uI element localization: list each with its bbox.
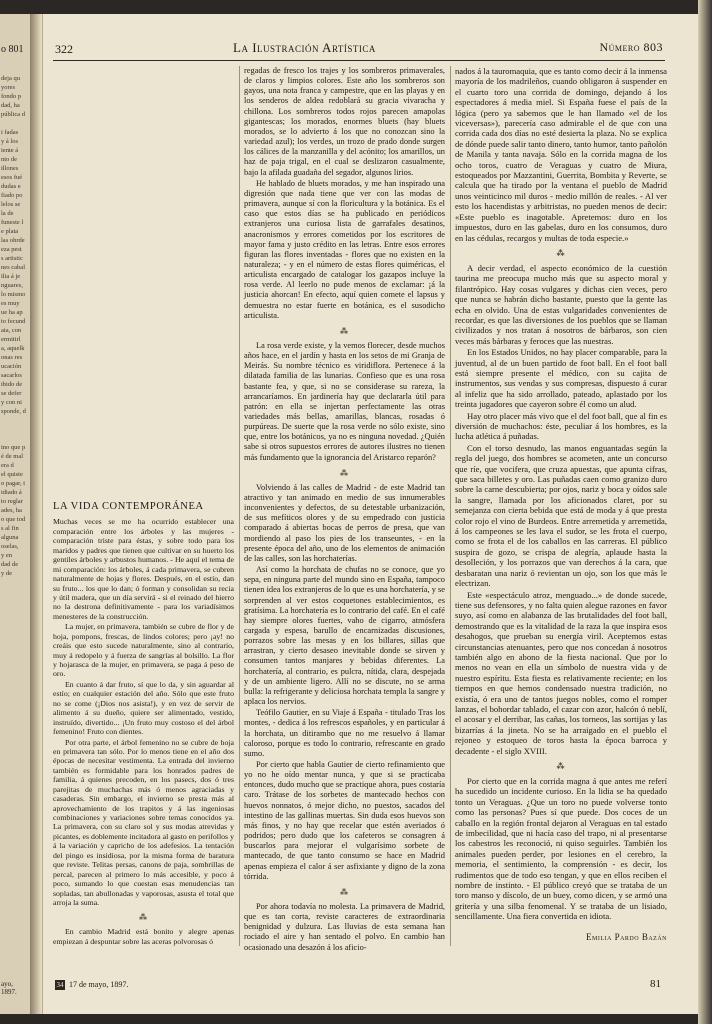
left-page-line: y en bbox=[1, 552, 13, 559]
left-page-line: dad de bbox=[1, 561, 19, 568]
article-paragraph: La mujer, en primavera, también se cubre de flor y de hoja, pompons, frescas, de lindos colores; pero ¡ay! no creáis que esto sucede naturalmente, sino al contrario, muy á redopelo y á fuerza de sangrías al bolsillo. La flor y hojarasca de la mujer, en primavera, se paga á peso de oro. bbox=[53, 622, 234, 679]
article-paragraph: La rosa verde existe, y la vemos florecer, desde muchos años hace, en el jardín y hasta en los setos de mi Granja de Meirás. Su nombre técnico es viridiflora. Pertenece á la dilatada familia de las lunarias. Confieso que es una rosa bastante fea, y que, si no se considerase su rareza, la arrancaríamos. En jardinería hay que declararla útil para patrón: en ella se injertan perfectamente las otras variedades más bellas, amarillas, blancas, rosadas ó purpúreas. De suerte que la rosa verde no sólo existe, sino que, entre los botánicos, ya no es ninguna novedad. ¿Quién sabe si otros supuestos errores de autores ilustres no tienen más fundamento que la ignorancia del Aristarco reparón? bbox=[244, 340, 445, 462]
left-page-line: illones bbox=[1, 165, 19, 172]
left-page-line: fiado po bbox=[1, 192, 23, 199]
footer-box-number: 34 bbox=[56, 981, 64, 989]
asterism-separator: ⁂ bbox=[556, 248, 566, 258]
left-page-line: dad, ha bbox=[1, 102, 20, 109]
footer-date: 17 de mayo, 1897. bbox=[69, 980, 129, 989]
left-page-line: es muy bbox=[1, 300, 20, 307]
column-2 bbox=[244, 66, 445, 953]
left-page-line: deja qu bbox=[1, 75, 20, 82]
left-page-line: pública d bbox=[1, 111, 26, 118]
left-page-line: i fadas bbox=[1, 129, 19, 136]
left-page-line: el quiste bbox=[1, 471, 23, 478]
left-page-line: onas res bbox=[1, 354, 23, 361]
article-paragraph: En cuanto á dar fruto, sí que lo da, y sin aguardar al estío; en cualquier estación del año. Sólo que este fruto no se come (¡Dios nos asista!), y en vez de servir de alimento á su dueño, quiere ser alimentado, vestido, instruído, divertido... ¡Un fruto muy costoso el del árbol femenino! Fruto con dientes. bbox=[53, 679, 234, 737]
left-page-line: y de bbox=[1, 570, 13, 577]
left-page-line bbox=[1, 119, 30, 128]
article-paragraph: Por otra parte, el árbol femenino no se cubre de hoja en primavera tan sólo. Por lo menos tiene en el año dos épocas de necesitar vestimenta. La entrada del invierno también es formidable para los honrados padres de familia, á quienes precoden, en los pasecs, dos ó tres parejitas de muchachas más ó menos agraciadas y casaderas. Sin embargo, el invierno se presta más al aprovechamiento de los trapitos y á las ingeniosas combinaciones y variaciones sobre temas conocidos ya. La primavera, con su claro sol y sus modas atrevidas y picantes, es doblemente incitadora al gasto en perifollos y á la variación y capricho de los adefesios. La tentación del pingo es insidiosa, por la misma forma de baratura que reviste. Telitas persas, canons de paja, sombrillas de percal, parecen al primero lo más accesible, y poco á poco, sumando lo que cuestan esas menudencias tan sopladas, tan abullonadas y vaporosas, asusta el total que arroja la suma. bbox=[53, 737, 234, 907]
asterism-separator: ⁂ bbox=[139, 913, 148, 923]
left-page-line: la de bbox=[1, 210, 14, 217]
left-page-line: dudas e bbox=[1, 183, 21, 190]
left-page-line: ilia á je bbox=[1, 273, 21, 280]
page-number: 322 bbox=[55, 42, 73, 56]
left-page-line: iente á bbox=[1, 147, 19, 154]
page-footer bbox=[43, 980, 699, 994]
left-page-line: sponde, d bbox=[1, 408, 26, 415]
article-paragraph: Con el torso desnudo, las manos enguantadas según la regla del juego, dos hombres se acometen, ante un concurso que ríe, que vocifera, que cruza apuestas, que apunta cifras, que saca billetes y oro. Las puñadas caen como granizo duro sobre la carne descubierta; por ojos, nariz y boca y oídos sale la sangre, llamada por los aficionados claret, por su semejanza con cierta bebida que está de moda y á que presta color rojo el vino de Burdeos. Entre arremetida y arremetida, á los campeones se les lava el sudor, se les frota el cuerpo, como se frota el de los caballos en las carreras. El público suspira de gozo, se crispa de alegría, aplaude hasta la desolleción, y los porrazos que van derechos á la cara, que desbaratan una nariz ó revientan un ojo, son los que más le electrizan. bbox=[455, 442, 667, 589]
left-page-line: s artistic bbox=[1, 255, 23, 262]
left-page-line: oselas, bbox=[1, 543, 19, 550]
left-page-line: to fecund bbox=[1, 318, 26, 325]
left-page-line: y á los bbox=[1, 138, 18, 145]
left-page-line: nto de bbox=[1, 156, 18, 163]
left-page-line bbox=[1, 425, 30, 434]
publication-title: La Ilustración Artística bbox=[233, 40, 376, 55]
section-title: LA VIDA CONTEMPORÁNEA bbox=[53, 501, 204, 512]
left-page-header: o 801 bbox=[1, 44, 24, 55]
left-page-line: idiado á bbox=[1, 489, 22, 496]
left-page-line: las ohrde bbox=[1, 237, 25, 244]
left-page-line: ermitirl bbox=[1, 336, 21, 343]
author-signature: Emilia Pardo Bazán bbox=[586, 931, 667, 942]
left-page-line: é de mal bbox=[1, 453, 24, 460]
article-paragraph: Volviendo á las calles de Madrid - de este Madrid tan atractivo y tan animado en medio de sus innumerables inconvenientes y defectos, de su detestable urbanización, de sus mefíticos olores y de su empedrado con justicia comparado á abiertas bocas de perros de presa, que van mordiendo al paso los pies de los transeuntes, - en la presente época del año, uno de los elementos de animación de las calles, son las horchaterías. bbox=[244, 482, 445, 563]
left-page-line: ino que p bbox=[1, 444, 26, 451]
column-divider bbox=[450, 66, 451, 946]
asterism-separator: ⁂ bbox=[340, 887, 349, 897]
article-paragraph: Hay otro placer más vivo que el del foot ball, que al fin es diversión de muchachos: éste, peculiar á los hombres, es la lucha atlética á puñadas. bbox=[455, 410, 667, 442]
book-gutter bbox=[30, 14, 42, 1014]
magazine-page bbox=[42, 14, 699, 1014]
left-page-line: lelos se bbox=[1, 201, 21, 208]
left-page-line: eza pest bbox=[1, 246, 22, 253]
left-page-line: e plata bbox=[1, 228, 19, 235]
left-page-line: sacarlos bbox=[1, 372, 22, 379]
left-page-line bbox=[1, 416, 30, 425]
asterism-separator: ⁂ bbox=[556, 762, 566, 771]
left-page-line: ades, ha bbox=[1, 507, 22, 514]
left-page-line: fondo p bbox=[1, 93, 22, 100]
article-paragraph: regadas de fresco los trajes y los sombreros primaverales, de claros y limpios colores. Este año los sombreros son gayos, una nota franca y campestre, que en las playas y en los senderos de aldea redoblará su gracia vivaracha y chillona. Los sombreros todos rojos parecen amapolas gigantescas; los morados, enormes bluets (hay bluets morados, se lo advierto á los que no conozcan sino la variedad azul); los verdes, un trozo de prado donde surgen los cálices de la manzanilla y del acónito; los amarillos, un haz de paja trigal, en el cual se deslizaron casualmente, bajo la afilada guadaña del segador, algunos lirios. bbox=[244, 66, 445, 177]
article-paragraph: Teófilo Gautier, en su Viaje á España - titulado Tras los montes, - dedica á los refrescos españoles, y en particular á la horchata, un ditirambo que no me resuelvo á llamar caloroso, porque es todo lo contrario, refrescante en grado sumo. bbox=[244, 708, 445, 758]
article-paragraph: Este «espectáculo atroz, menguado...» de donde sucede, tiene sus defensores, y no falta quien alegue razones en favor suyo, así como en alabanza de las brutalidades del foot ball, demostrando que es la vitalidad de la raza la que inspira esos desahogos, que prueban su energía viril. Aceptemos estas circunstancias atenuantes, pero que nos concedan á nosotros también algo en abono de la fiesta nacional. Que por lo menos no vean en ella un símbolo de nuestra vida y de nuestro espíritu. Esta fiesta es relativamente reciente; en los tiempos en que hemos condensado nuestra tradición, no existía, ó era uno de tantos juegos nobles, como el romper lanzas, el bohordar tablado, el cazar con azor, halcón ó neblí, el acosar y el derribar, las cañas, los torneos, las sortijas y las bizarrías á la jineta. No se ha arraigado en el pueblo el rejoneo y estoqueo de toros hasta la época barroca y decadente - el siglo XVIII. bbox=[455, 589, 667, 756]
left-page-line bbox=[1, 434, 30, 443]
article-paragraph: En los Estados Unidos, no hay placer comparable, para la juventud, al de un buen partido de foot ball. En el foot ball está siempre presente el médico, con su cajita de instrumentos, sus vendas y sus compresas, dispuesto á curar al infeliz que ha sido arrollado, pateado, aplastado por los treinta jugadores que cayeron sobre él como un alud. bbox=[455, 347, 667, 410]
running-header bbox=[43, 40, 699, 58]
left-page-line: to reglar bbox=[1, 498, 23, 505]
left-page-line: ucación bbox=[1, 363, 22, 370]
left-page-line: alguna bbox=[1, 534, 19, 541]
left-page-line: o pagar, t bbox=[1, 480, 26, 487]
footer-page-number: 81 bbox=[650, 978, 661, 990]
left-page-line: y con ni bbox=[1, 399, 22, 406]
column-divider bbox=[239, 66, 240, 946]
left-page-line: esos fué bbox=[1, 174, 23, 181]
left-page-line: funeste l bbox=[1, 219, 24, 226]
left-page-line: o que tod bbox=[1, 516, 26, 523]
left-page-line: ata, con bbox=[1, 327, 22, 334]
article-paragraph: He hablado de bluets morados, y me han inspirado una digresión que nada tiene que ver con las modas de primavera, aunque sí con la floricultura y la botánica. Es el caso que estos días se ha publicado en periódicos extranjeros una curiosa lista de garrafales desatinos, anacronismos y errores cometidos por los escritores de mayor fama y justo crédito en las letras. Entre esos errores figuran las flores inventadas - flores que no existen en la naturaleza; - y en el número de estas flores quiméricas, el articulista encargado de catalogar los gazapos incluye la rosa verde. Al leerlo no pude menos de exclamar: ¡á la justicia ahorcan! En efecto, aquí quien comete el lapsus y demuestra no estar fuerte en botánica, es el susodicho articulista. bbox=[244, 178, 445, 320]
left-page-line: s al fin bbox=[1, 525, 19, 532]
article-paragraph: Muchas veces se me ha ocurrido establecer una comparación entre los árboles y las mujeres - comparación triste para éstas, y sobre todo para los maridos y padres que tienen que cultivar en su huerto los gentiles árboles y arbustos humanos. - He aquí el tema de mi comparación: los árboles, á cada primavera, se cubren naturalmente de hojas y flores. Después, en el estío, dan su fruto... los que lo dan; ó forman y consolidan su recia y útil madera, que un día servirá - si el reinado del hierro no la destrona definitivamente - para los variadísimos menesteres de la construcción. bbox=[53, 517, 234, 621]
article-paragraph: Por cierto que en la corrida magna á que antes me referí ha sucedido un incidente curioso. En la lidia se ha quedado tonto un Veraguas. ¿Que un toro no puede volverse tonto como las personas? Pues sí que puede. Dos coces de un caballo en la región frontal dejaron al Veraguas en tal estado de imbecilidad, que ni hacía caso del trapo, ni al presentarse los cabestros les reconoció, ni quiso seguirles. También los animales pueden perder, por lesiones en el cerebro, la memoria, el sentimiento, la comprensión - es decir, los rudimentos que de todo eso tengan, y que en ellos reciben el nombre de instinto. - El público creyó que se trataba de un toro manso y díscolo, de un buey, como dicen, y se armó una gritería y una silba fenomenal. Y se trataba de un lisiado, sencillamente. Una fiera convertida en idiota. bbox=[455, 776, 667, 922]
left-page-line: era d bbox=[1, 462, 14, 469]
header-rule bbox=[53, 60, 665, 61]
left-page-line: ibido de bbox=[1, 381, 23, 388]
left-page-line: lo mismo bbox=[1, 291, 26, 298]
left-page-line: yores bbox=[1, 84, 16, 91]
article-paragraph: Por cierto que habla Gautier de cierto refinamiento que yo no he oído mentar nunca, y que si se practicaba entonces, dudo mucho que se practique ahora, pues costaría caro. Trátase de los sorbetes de mantecado hechos con huevos nonnatos, ó mejor dicho, no puestos, sacados del intestino de las gallinas muertas. Sin duda esos huevos son más finos, y no hay que recelar que estén averiados ó podridos; pero dudo que los cafeteros se consagren á buscarlos para mejorar el vulgarísimo sorbete de mantecado, de que tanto consumo se hace en Madrid apenas empieza el calor á ser asfixiante y digno de la zona tórrida. bbox=[244, 760, 445, 881]
asterism-separator: ⁂ bbox=[340, 326, 349, 336]
page-edge-shadow bbox=[698, 0, 712, 1024]
article-paragraph: En cambio Madrid está bonito y alegre apenas empiezan á despuntar sobre las aceras polvorosas ó bbox=[53, 927, 234, 946]
column-1 bbox=[53, 502, 234, 946]
left-page-line: a, aquelk bbox=[1, 345, 25, 352]
article-paragraph: A decir verdad, el aspecto económico de la cuestión taurina me preocupa mucho más que su aspecto moral y filantrópico. Hay cosas vulgares y dichas cien veces, pero que nunca se habrán dicho bastante, puesto que la gente las echa en olvido. Una de estas vulgaridades convenientes de recordar, es que las diversiones de los pueblos que se llaman civilizados y nos tratan á nosotros de bárbaros, son cien veces más bárbaras y feroces que las nuestras. bbox=[455, 262, 667, 346]
left-page-line: nes cabal bbox=[1, 264, 26, 271]
left-page-footer: ayo, 1897. bbox=[1, 980, 17, 996]
left-page-line: nguares, bbox=[1, 282, 23, 289]
article-paragraph: Por ahora todavía no molesta. La primavera de Madrid, que es tan corta, reviste caracteres de extraordinaria benignidad y dulzura. Las lluvias de esta semana han rociado el aire y han sentado el polvo. En cambio han ocasionado una desazón á los aficio- bbox=[244, 901, 445, 952]
left-page-fragment bbox=[0, 14, 31, 1014]
asterism-separator: ⁂ bbox=[340, 468, 349, 478]
left-page-line: se defer bbox=[1, 390, 22, 397]
article-paragraph: nados á la tauromaquia, que es tanto como decir á la inmensa mayoría de los madrileños, cuando obligaron á suspender en el cuarto toro una corrida de domingo, dejando á los espectadores á media miel. Si España fuese el país de la lógica (pero ya sabemos que le han llamado «el de los viceversas»), parecería caso admirable el de que con una corrida cada dos días no esté desierta la plaza. No se explica de dónde puede salir tanto dinero, tanto humor, tanto pañolón de Manila y tanta navaja. Sólo en la corrida magna de los ocho toros, cuatro de Veraguas y cuatro de Miura, estoqueados por Mazzantini, Guerrita, Bombita y Reverte, se calcula que ha tirado por la ventana el pueblo de Madrid unos veinticinco mil duros - medio millón de reales. - Al ver esto los hacendistas y arbitristas, no pueden menos de decir: «Este pueblo es inagotable. Apretemos: duro en los impuestos, duro en las gabelas, duro en los consumos, duro en las cédulas, recargos y multas de toda especie.» bbox=[455, 66, 667, 243]
left-page-text bbox=[1, 74, 30, 578]
issue-number: Número 803 bbox=[599, 40, 663, 54]
column-3 bbox=[455, 66, 667, 942]
article-paragraph: Así como la horchata de chufas no se conoce, que yo sepa, en ninguna parte del mundo sino en España, tampoco tienen idea los extranjeros de lo que es una horchatería, y se sorprenden al ver estos coquetones establecimientos, es gratísima. La horchatería es lo contrario del café. En el café hay siempre olores fuertes, vaho de cigarro, atmósfera cargada y espesa, barullo de encarnizadas discusiones, porrazos sobre las mesas y en los billares, sillas que arrastran, y cierto desaseo inevitable donde se sirven y consumen tantos manjares y bebidas diferentes. La horchatería, al contrario, es pulcra, nítida, clara, despejada y de un ambiente ligero. Allí no se discute, no se arma bulla: la refrigerante y deliciosa horchata templa la sangre y aplaca los nervios. bbox=[244, 565, 445, 707]
left-page-line: ue ha ap bbox=[1, 309, 23, 316]
